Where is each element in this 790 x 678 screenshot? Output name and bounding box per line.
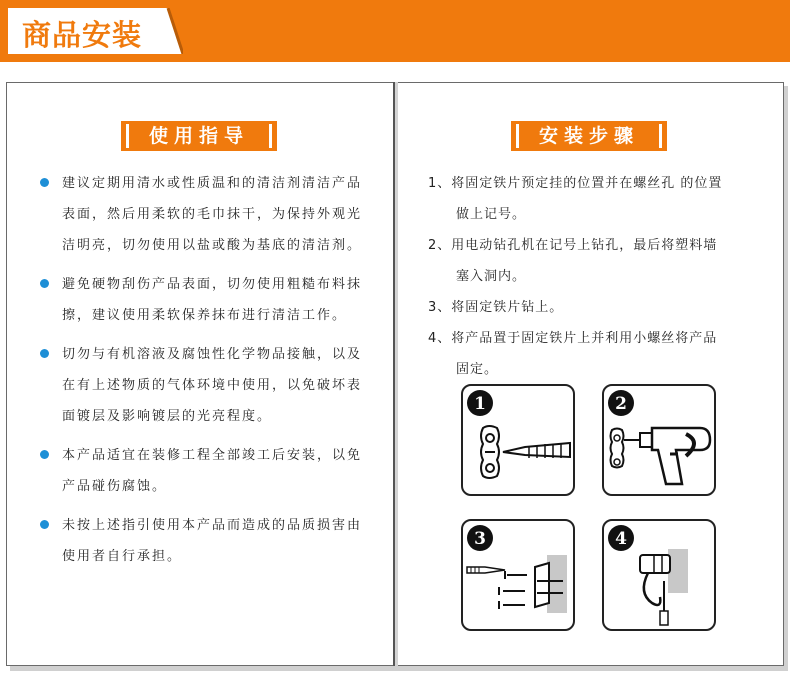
install-step bbox=[428, 230, 758, 292]
figure-number: 3 bbox=[474, 529, 486, 549]
install-figure-3 bbox=[461, 519, 575, 631]
guide-item-text: 本产品适宜在装修工程全部竣工后安装，以免产品碰伤腐蚀。 bbox=[62, 448, 363, 494]
guide-item-text: 建议定期用清水或性质温和的清洁剂清洁产品表面，然后用柔软的毛巾抹干，为保持外观光洁明亮，切勿使用以盐或酸为基底的清洁剂。 bbox=[62, 176, 363, 253]
install-step bbox=[428, 292, 758, 323]
bullet-dot-icon bbox=[40, 178, 49, 187]
install-step bbox=[428, 323, 758, 385]
install-figure-2 bbox=[602, 384, 716, 496]
guide-item bbox=[40, 269, 370, 331]
install-step bbox=[428, 168, 758, 230]
page-title: 商品安装 bbox=[22, 18, 143, 52]
mounting-plate-marking-icon bbox=[463, 386, 577, 498]
figure-number: 2 bbox=[615, 394, 627, 414]
hook-fixing-icon bbox=[604, 521, 718, 633]
guide-item-text: 避免硬物刮伤产品表面，切勿使用粗糙布料抹擦，建议使用柔软保养抹布进行清洁工作。 bbox=[62, 277, 363, 323]
figure-number: 1 bbox=[474, 394, 486, 414]
power-drill-icon bbox=[604, 386, 718, 498]
step-line: 1、将固定铁片预定挂的位置并在螺丝孔 的位置 bbox=[428, 176, 723, 191]
frame-shadow-bottom bbox=[10, 666, 788, 671]
screwdriver-screws-icon bbox=[463, 521, 577, 633]
install-figure-4 bbox=[602, 519, 716, 631]
title-tab bbox=[8, 8, 183, 54]
bullet-dot-icon bbox=[40, 450, 49, 459]
column-divider bbox=[393, 82, 395, 666]
guide-item bbox=[40, 510, 370, 572]
bullet-dot-icon bbox=[40, 520, 49, 529]
column-divider-shadow bbox=[395, 82, 398, 666]
bullet-dot-icon bbox=[40, 279, 49, 288]
guide-item bbox=[40, 168, 370, 261]
guide-item-text: 未按上述指引使用本产品而造成的品质损害由使用者自行承担。 bbox=[62, 518, 363, 564]
guide-item-text: 切勿与有机溶液及腐蚀性化学物品接触，以及在有上述物质的气体环境中使用，以免破坏表面镀层及影响镀层的光亮程度。 bbox=[62, 347, 363, 424]
install-figure-1 bbox=[461, 384, 575, 496]
step-line-continued: 固定。 bbox=[456, 362, 499, 377]
step-line: 2、用电动钻孔机在记号上钻孔，最后将塑料墙 bbox=[428, 238, 718, 253]
frame-shadow-right bbox=[784, 86, 788, 669]
guide-list bbox=[40, 168, 370, 580]
header-banner bbox=[0, 0, 790, 62]
install-steps bbox=[428, 168, 758, 385]
step-line-continued: 做上记号。 bbox=[456, 207, 527, 222]
step-line: 3、将固定铁片钻上。 bbox=[428, 300, 564, 315]
guide-heading: 使用指导 bbox=[121, 121, 277, 151]
guide-item bbox=[40, 339, 370, 432]
guide-item bbox=[40, 440, 370, 502]
install-heading: 安装步骤 bbox=[511, 121, 667, 151]
figure-number: 4 bbox=[615, 529, 627, 549]
step-line: 4、将产品置于固定铁片上并利用小螺丝将产品 bbox=[428, 331, 718, 346]
bullet-dot-icon bbox=[40, 349, 49, 358]
step-line-continued: 塞入洞内。 bbox=[456, 269, 527, 284]
